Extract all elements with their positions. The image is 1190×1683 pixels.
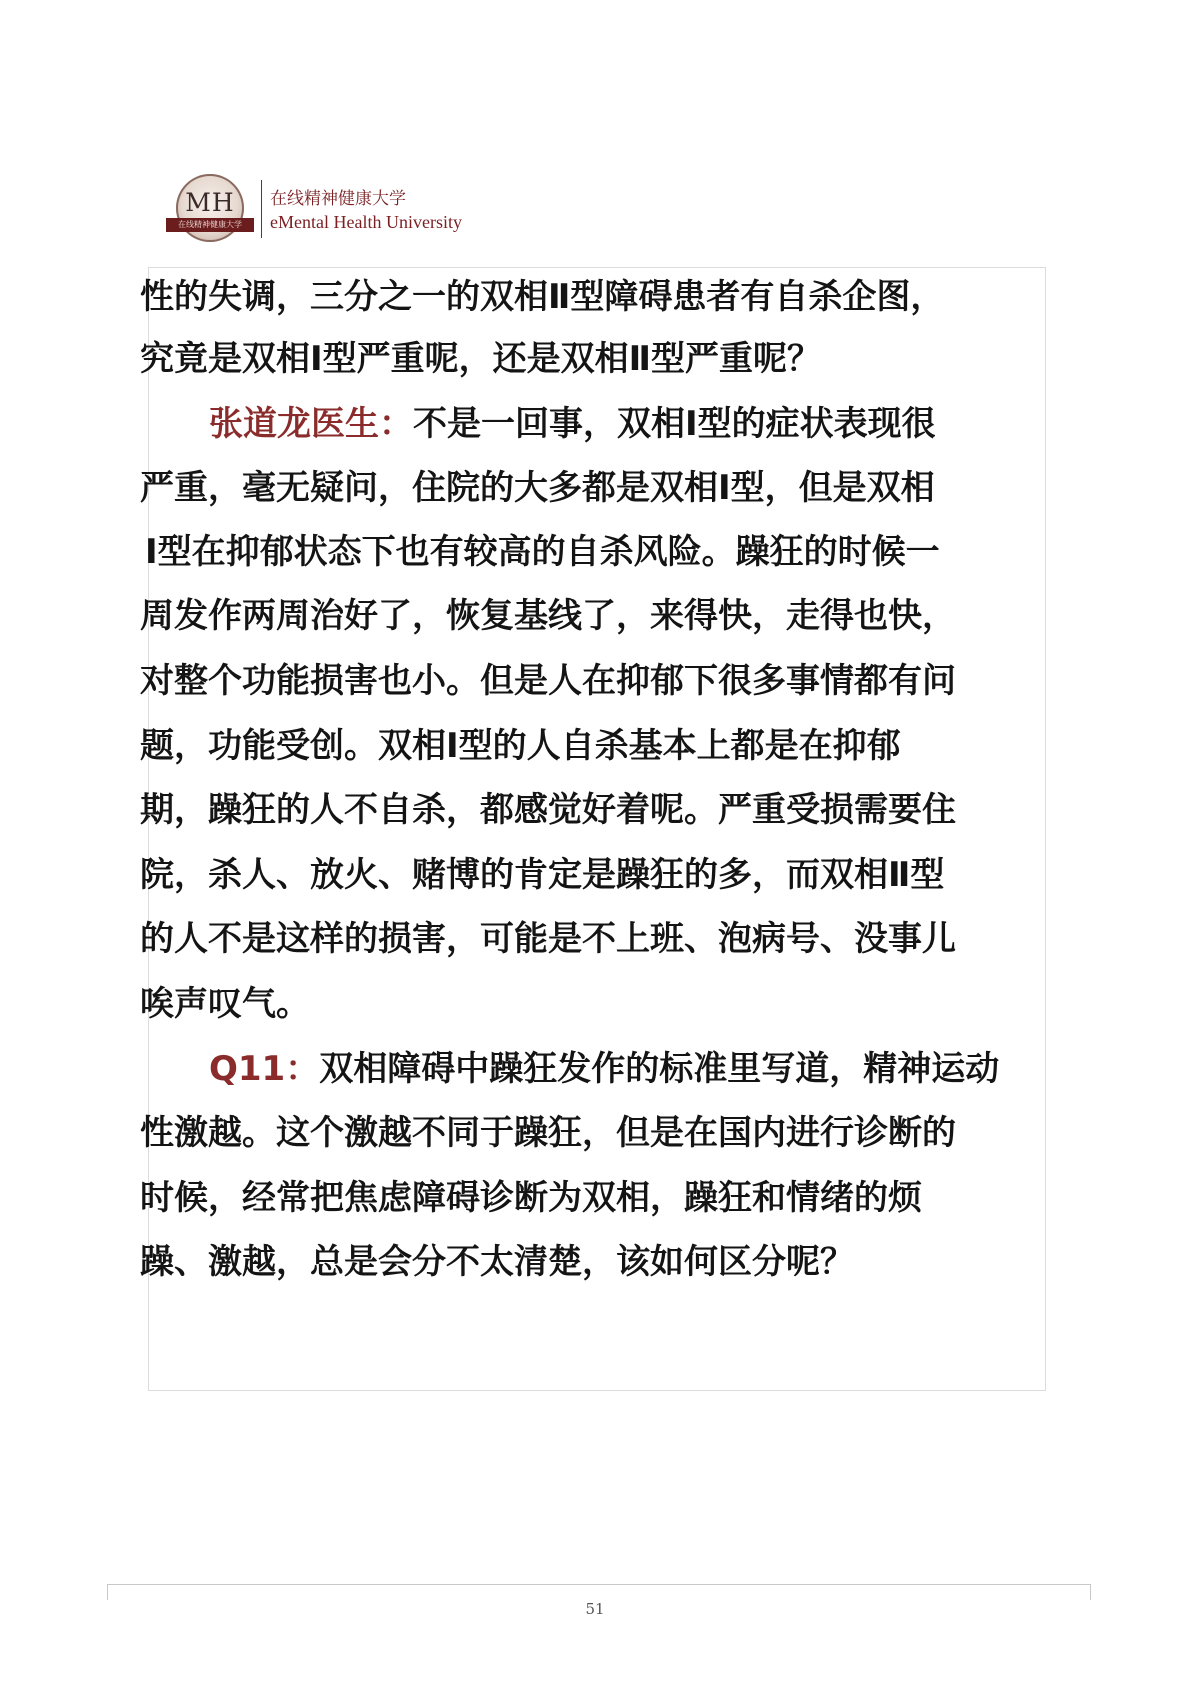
- text-line: 唉声叹气。: [140, 984, 310, 1024]
- text-line: 躁、激越，总是会分不太清楚，该如何区分呢？: [140, 1242, 854, 1282]
- paragraph-line: [209, 394, 936, 454]
- paragraph-line: [209, 1039, 999, 1099]
- text-line: 的人不是这样的损害，可能是不上班、泡病号、没事儿: [140, 919, 956, 959]
- content-frame: [140, 267, 1046, 1391]
- text-line: 性激越。这个激越不同于躁狂，但是在国内进行诊断的: [140, 1113, 956, 1153]
- speaker-label: 张道龙医生：: [209, 404, 413, 444]
- text-line: Ⅰ型在抑郁状态下也有较高的自杀风险。躁狂的时候一: [145, 532, 940, 572]
- header-logo: [168, 172, 508, 248]
- text-line: 时候，经常把焦虑障碍诊断为双相，躁狂和情绪的烦: [140, 1178, 922, 1218]
- university-name-cn: 在线精神健康大学: [270, 189, 406, 209]
- question-text: 双相障碍中躁狂发作的标准里写道，精神运动: [319, 1049, 1000, 1089]
- text-line: 性的失调，三分之一的双相Ⅱ型障碍患者有自杀企图，: [140, 277, 945, 317]
- text-line: 严重，毫无疑问，住院的大多都是双相Ⅰ型，但是双相: [140, 468, 935, 508]
- logo-ribbon: 在线精神健康大学: [166, 218, 254, 232]
- text-line: 题，功能受创。双相Ⅰ型的人自杀基本上都是在抑郁: [140, 726, 901, 766]
- text-line: 期，躁狂的人不自杀，都感觉好着呢。严重受损需要住: [140, 790, 956, 830]
- university-name-en: eMental Health University: [270, 212, 462, 232]
- text-line: 院，杀人、放火、赌博的肯定是躁狂的多，而双相Ⅱ型: [140, 855, 945, 895]
- page-number: 51: [585, 1600, 605, 1618]
- text-line: 究竟是双相Ⅰ型严重呢，还是双相Ⅱ型严重呢？: [140, 339, 822, 379]
- logo-mark: MH: [185, 188, 235, 217]
- text-line: 周发作两周治好了，恢复基线了，来得快，走得也快，: [140, 596, 956, 636]
- logo-seal-icon: [176, 174, 244, 242]
- question-label: Q11：: [209, 1049, 320, 1089]
- footer-divider: [107, 1584, 1091, 1600]
- speaker-text: 不是一回事，双相Ⅰ型的症状表现很: [413, 404, 936, 444]
- logo-divider: [261, 180, 262, 238]
- text-line: 对整个功能损害也小。但是人在抑郁下很多事情都有问: [140, 661, 956, 701]
